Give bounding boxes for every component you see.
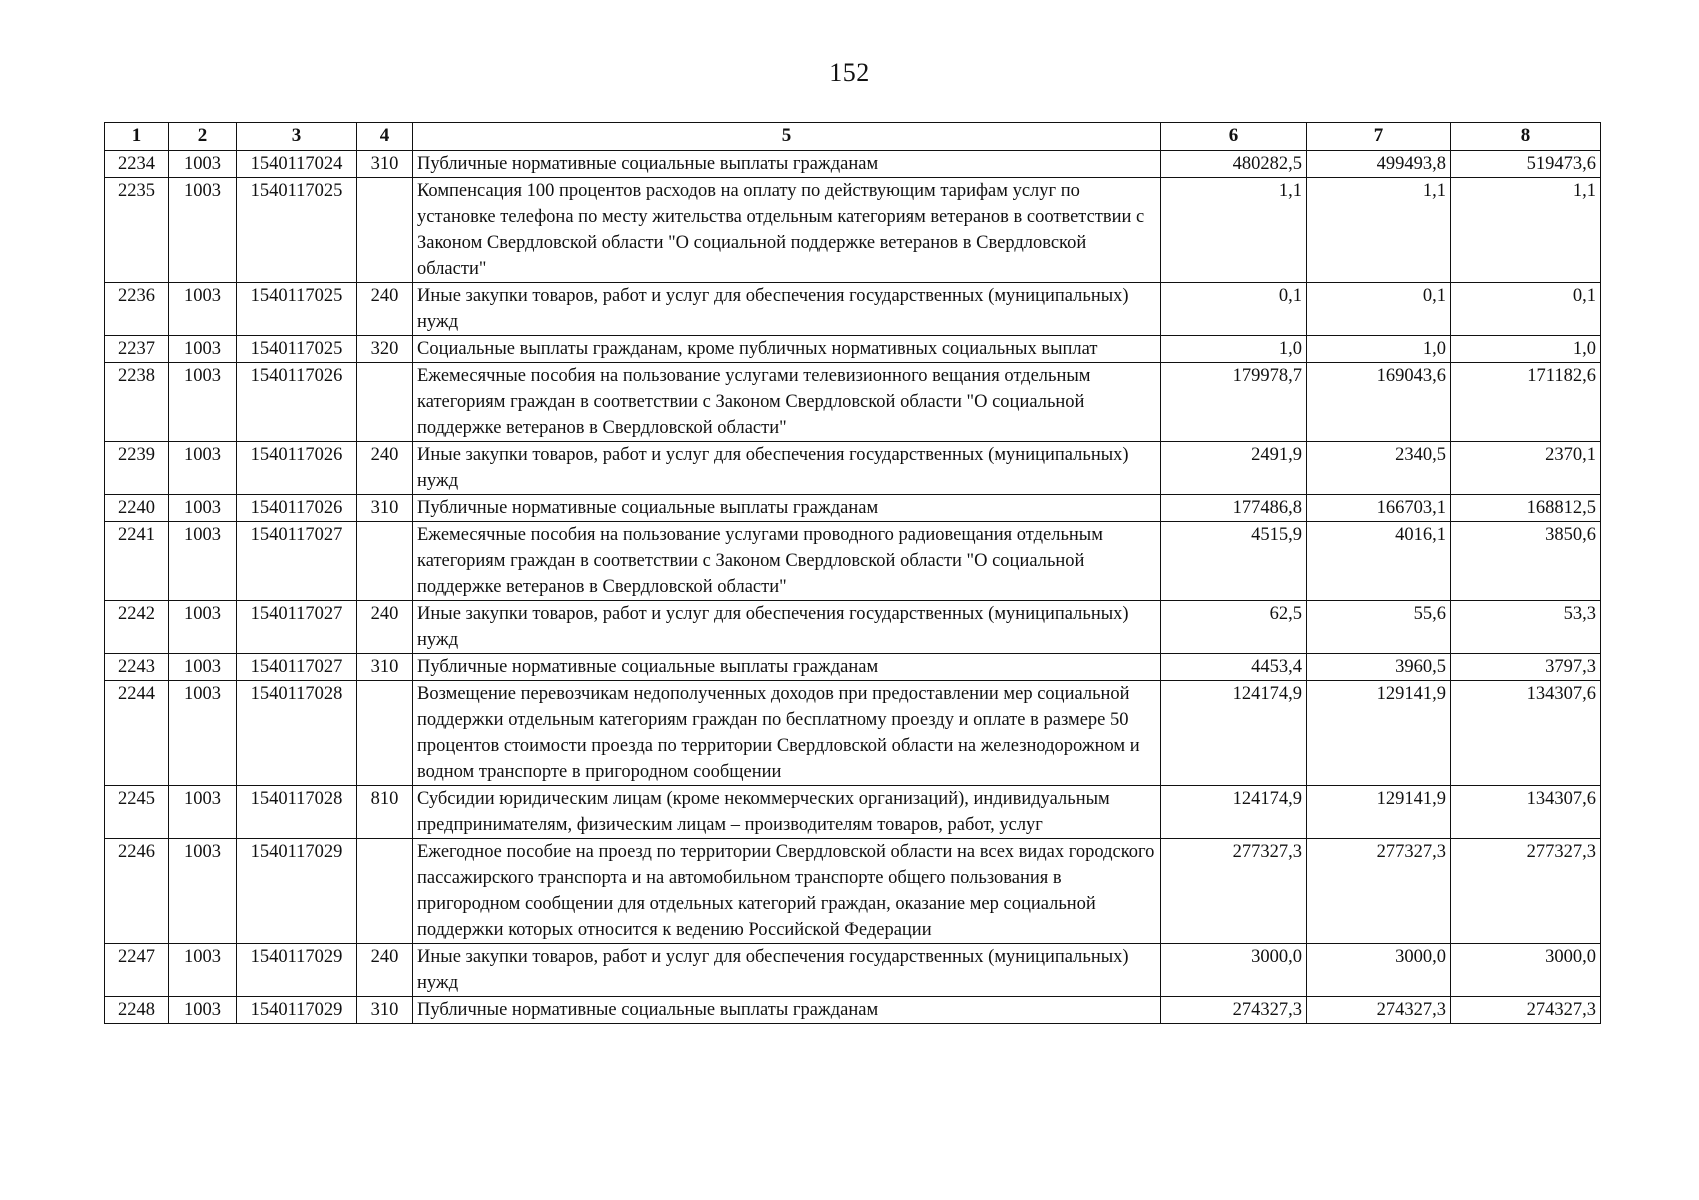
description-cell: Ежегодное пособие на проезд по территории Свердловской области на всех видах городского пассажирского транспорта и на автомобильном транспорте общего пользования в пригородном сообщении для отдельных категорий граждан, оказание мер социальной поддержки которых относится к ведению Российской Федерации bbox=[413, 839, 1161, 944]
table-row bbox=[105, 681, 1601, 786]
expense-type-cell: 310 bbox=[357, 151, 413, 178]
target-article-cell: 1540117029 bbox=[237, 839, 357, 944]
row-number-cell: 2242 bbox=[105, 601, 169, 654]
section-code-cell: 1003 bbox=[169, 786, 237, 839]
section-code-cell: 1003 bbox=[169, 495, 237, 522]
amount-col6-cell: 3000,0 bbox=[1161, 944, 1307, 997]
amount-col6-cell: 1,1 bbox=[1161, 178, 1307, 283]
target-article-cell: 1540117029 bbox=[237, 997, 357, 1024]
amount-col7-cell: 169043,6 bbox=[1307, 363, 1451, 442]
amount-col6-cell: 179978,7 bbox=[1161, 363, 1307, 442]
row-number-cell: 2243 bbox=[105, 654, 169, 681]
amount-col8-cell: 171182,6 bbox=[1451, 363, 1601, 442]
amount-col8-cell: 277327,3 bbox=[1451, 839, 1601, 944]
table-row bbox=[105, 151, 1601, 178]
amount-col7-cell: 2340,5 bbox=[1307, 442, 1451, 495]
target-article-cell: 1540117028 bbox=[237, 786, 357, 839]
row-number-cell: 2248 bbox=[105, 997, 169, 1024]
description-cell: Иные закупки товаров, работ и услуг для обеспечения государственных (муниципальных) нужд bbox=[413, 601, 1161, 654]
table-row bbox=[105, 336, 1601, 363]
column-header-3: 3 bbox=[237, 123, 357, 151]
table-row bbox=[105, 442, 1601, 495]
table-row bbox=[105, 178, 1601, 283]
expense-type-cell bbox=[357, 363, 413, 442]
amount-col6-cell: 124174,9 bbox=[1161, 681, 1307, 786]
description-cell: Социальные выплаты гражданам, кроме публичных нормативных социальных выплат bbox=[413, 336, 1161, 363]
target-article-cell: 1540117027 bbox=[237, 601, 357, 654]
table-row bbox=[105, 944, 1601, 997]
amount-col7-cell: 4016,1 bbox=[1307, 522, 1451, 601]
expense-type-cell: 810 bbox=[357, 786, 413, 839]
amount-col8-cell: 3000,0 bbox=[1451, 944, 1601, 997]
target-article-cell: 1540117026 bbox=[237, 442, 357, 495]
amount-col8-cell: 3850,6 bbox=[1451, 522, 1601, 601]
expense-type-cell: 310 bbox=[357, 997, 413, 1024]
expense-type-cell: 310 bbox=[357, 495, 413, 522]
amount-col6-cell: 4515,9 bbox=[1161, 522, 1307, 601]
amount-col6-cell: 480282,5 bbox=[1161, 151, 1307, 178]
description-cell: Иные закупки товаров, работ и услуг для обеспечения государственных (муниципальных) нужд bbox=[413, 442, 1161, 495]
amount-col7-cell: 166703,1 bbox=[1307, 495, 1451, 522]
expense-type-cell: 240 bbox=[357, 601, 413, 654]
row-number-cell: 2238 bbox=[105, 363, 169, 442]
target-article-cell: 1540117027 bbox=[237, 522, 357, 601]
target-article-cell: 1540117026 bbox=[237, 495, 357, 522]
expense-type-cell: 240 bbox=[357, 442, 413, 495]
amount-col8-cell: 134307,6 bbox=[1451, 681, 1601, 786]
section-code-cell: 1003 bbox=[169, 178, 237, 283]
target-article-cell: 1540117025 bbox=[237, 178, 357, 283]
description-cell: Публичные нормативные социальные выплаты гражданам bbox=[413, 151, 1161, 178]
amount-col7-cell: 277327,3 bbox=[1307, 839, 1451, 944]
table-row bbox=[105, 997, 1601, 1024]
column-header-8: 8 bbox=[1451, 123, 1601, 151]
row-number-cell: 2237 bbox=[105, 336, 169, 363]
table-row bbox=[105, 786, 1601, 839]
expense-type-cell bbox=[357, 839, 413, 944]
row-number-cell: 2239 bbox=[105, 442, 169, 495]
table-row bbox=[105, 522, 1601, 601]
section-code-cell: 1003 bbox=[169, 681, 237, 786]
column-header-5: 5 bbox=[413, 123, 1161, 151]
amount-col6-cell: 274327,3 bbox=[1161, 997, 1307, 1024]
amount-col7-cell: 1,0 bbox=[1307, 336, 1451, 363]
table-row bbox=[105, 654, 1601, 681]
row-number-cell: 2234 bbox=[105, 151, 169, 178]
row-number-cell: 2236 bbox=[105, 283, 169, 336]
amount-col6-cell: 277327,3 bbox=[1161, 839, 1307, 944]
target-article-cell: 1540117029 bbox=[237, 944, 357, 997]
column-header-6: 6 bbox=[1161, 123, 1307, 151]
table-row bbox=[105, 839, 1601, 944]
amount-col6-cell: 2491,9 bbox=[1161, 442, 1307, 495]
table-row bbox=[105, 283, 1601, 336]
amount-col6-cell: 62,5 bbox=[1161, 601, 1307, 654]
amount-col7-cell: 274327,3 bbox=[1307, 997, 1451, 1024]
description-cell: Возмещение перевозчикам недополученных доходов при предоставлении мер социальной поддержки отдельным категориям граждан по бесплатному проезду и оплате в размере 50 процентов стоимости проезда по территории Свердловской области на железнодорожном и водном транспорте в пригородном сообщении bbox=[413, 681, 1161, 786]
section-code-cell: 1003 bbox=[169, 839, 237, 944]
table-row bbox=[105, 495, 1601, 522]
row-number-cell: 2235 bbox=[105, 178, 169, 283]
expense-type-cell: 240 bbox=[357, 283, 413, 336]
page-number: 152 bbox=[829, 58, 870, 87]
row-number-cell: 2246 bbox=[105, 839, 169, 944]
row-number-cell: 2245 bbox=[105, 786, 169, 839]
amount-col8-cell: 2370,1 bbox=[1451, 442, 1601, 495]
section-code-cell: 1003 bbox=[169, 654, 237, 681]
description-cell: Публичные нормативные социальные выплаты гражданам bbox=[413, 997, 1161, 1024]
amount-col8-cell: 53,3 bbox=[1451, 601, 1601, 654]
section-code-cell: 1003 bbox=[169, 442, 237, 495]
description-cell: Ежемесячные пособия на пользование услугами проводного радиовещания отдельным категориям граждан в соответствии с Законом Свердловской области "О социальной поддержке ветеранов в Свердловской области" bbox=[413, 522, 1161, 601]
target-article-cell: 1540117025 bbox=[237, 283, 357, 336]
section-code-cell: 1003 bbox=[169, 944, 237, 997]
amount-col6-cell: 1,0 bbox=[1161, 336, 1307, 363]
amount-col8-cell: 0,1 bbox=[1451, 283, 1601, 336]
amount-col6-cell: 124174,9 bbox=[1161, 786, 1307, 839]
target-article-cell: 1540117025 bbox=[237, 336, 357, 363]
column-header-7: 7 bbox=[1307, 123, 1451, 151]
section-code-cell: 1003 bbox=[169, 151, 237, 178]
description-cell: Иные закупки товаров, работ и услуг для обеспечения государственных (муниципальных) нужд bbox=[413, 944, 1161, 997]
target-article-cell: 1540117027 bbox=[237, 654, 357, 681]
amount-col7-cell: 129141,9 bbox=[1307, 681, 1451, 786]
amount-col6-cell: 177486,8 bbox=[1161, 495, 1307, 522]
header-row bbox=[105, 123, 1601, 151]
amount-col6-cell: 0,1 bbox=[1161, 283, 1307, 336]
amount-col8-cell: 1,0 bbox=[1451, 336, 1601, 363]
expense-type-cell bbox=[357, 178, 413, 283]
description-cell: Ежемесячные пособия на пользование услугами телевизионного вещания отдельным категориям граждан в соответствии с Законом Свердловской области "О социальной поддержке ветеранов в Свердловской области" bbox=[413, 363, 1161, 442]
amount-col7-cell: 499493,8 bbox=[1307, 151, 1451, 178]
row-number-cell: 2240 bbox=[105, 495, 169, 522]
budget-table bbox=[104, 122, 1601, 1024]
section-code-cell: 1003 bbox=[169, 283, 237, 336]
amount-col8-cell: 3797,3 bbox=[1451, 654, 1601, 681]
table-body bbox=[105, 151, 1601, 1024]
section-code-cell: 1003 bbox=[169, 363, 237, 442]
amount-col7-cell: 0,1 bbox=[1307, 283, 1451, 336]
description-cell: Субсидии юридическим лицам (кроме некоммерческих организаций), индивидуальным предпринимателям, физическим лицам – производителям товаров, работ, услуг bbox=[413, 786, 1161, 839]
amount-col8-cell: 168812,5 bbox=[1451, 495, 1601, 522]
amount-col7-cell: 3960,5 bbox=[1307, 654, 1451, 681]
column-header-2: 2 bbox=[169, 123, 237, 151]
table-row bbox=[105, 363, 1601, 442]
row-number-cell: 2244 bbox=[105, 681, 169, 786]
description-cell: Публичные нормативные социальные выплаты гражданам bbox=[413, 654, 1161, 681]
description-cell: Компенсация 100 процентов расходов на оплату по действующим тарифам услуг по установке телефона по месту жительства отдельным категориям ветеранов в соответствии с Законом Свердловской области "О социальной поддержке ветеранов в Свердловской области" bbox=[413, 178, 1161, 283]
amount-col8-cell: 134307,6 bbox=[1451, 786, 1601, 839]
expense-type-cell: 240 bbox=[357, 944, 413, 997]
row-number-cell: 2241 bbox=[105, 522, 169, 601]
amount-col8-cell: 274327,3 bbox=[1451, 997, 1601, 1024]
section-code-cell: 1003 bbox=[169, 997, 237, 1024]
amount-col8-cell: 1,1 bbox=[1451, 178, 1601, 283]
column-header-1: 1 bbox=[105, 123, 169, 151]
description-cell: Публичные нормативные социальные выплаты гражданам bbox=[413, 495, 1161, 522]
expense-type-cell bbox=[357, 681, 413, 786]
expense-type-cell bbox=[357, 522, 413, 601]
amount-col7-cell: 129141,9 bbox=[1307, 786, 1451, 839]
amount-col7-cell: 3000,0 bbox=[1307, 944, 1451, 997]
column-header-4: 4 bbox=[357, 123, 413, 151]
expense-type-cell: 320 bbox=[357, 336, 413, 363]
row-number-cell: 2247 bbox=[105, 944, 169, 997]
expense-type-cell: 310 bbox=[357, 654, 413, 681]
amount-col7-cell: 55,6 bbox=[1307, 601, 1451, 654]
target-article-cell: 1540117028 bbox=[237, 681, 357, 786]
table-row bbox=[105, 601, 1601, 654]
section-code-cell: 1003 bbox=[169, 522, 237, 601]
target-article-cell: 1540117024 bbox=[237, 151, 357, 178]
amount-col7-cell: 1,1 bbox=[1307, 178, 1451, 283]
description-cell: Иные закупки товаров, работ и услуг для обеспечения государственных (муниципальных) нужд bbox=[413, 283, 1161, 336]
amount-col8-cell: 519473,6 bbox=[1451, 151, 1601, 178]
target-article-cell: 1540117026 bbox=[237, 363, 357, 442]
section-code-cell: 1003 bbox=[169, 336, 237, 363]
section-code-cell: 1003 bbox=[169, 601, 237, 654]
amount-col6-cell: 4453,4 bbox=[1161, 654, 1307, 681]
